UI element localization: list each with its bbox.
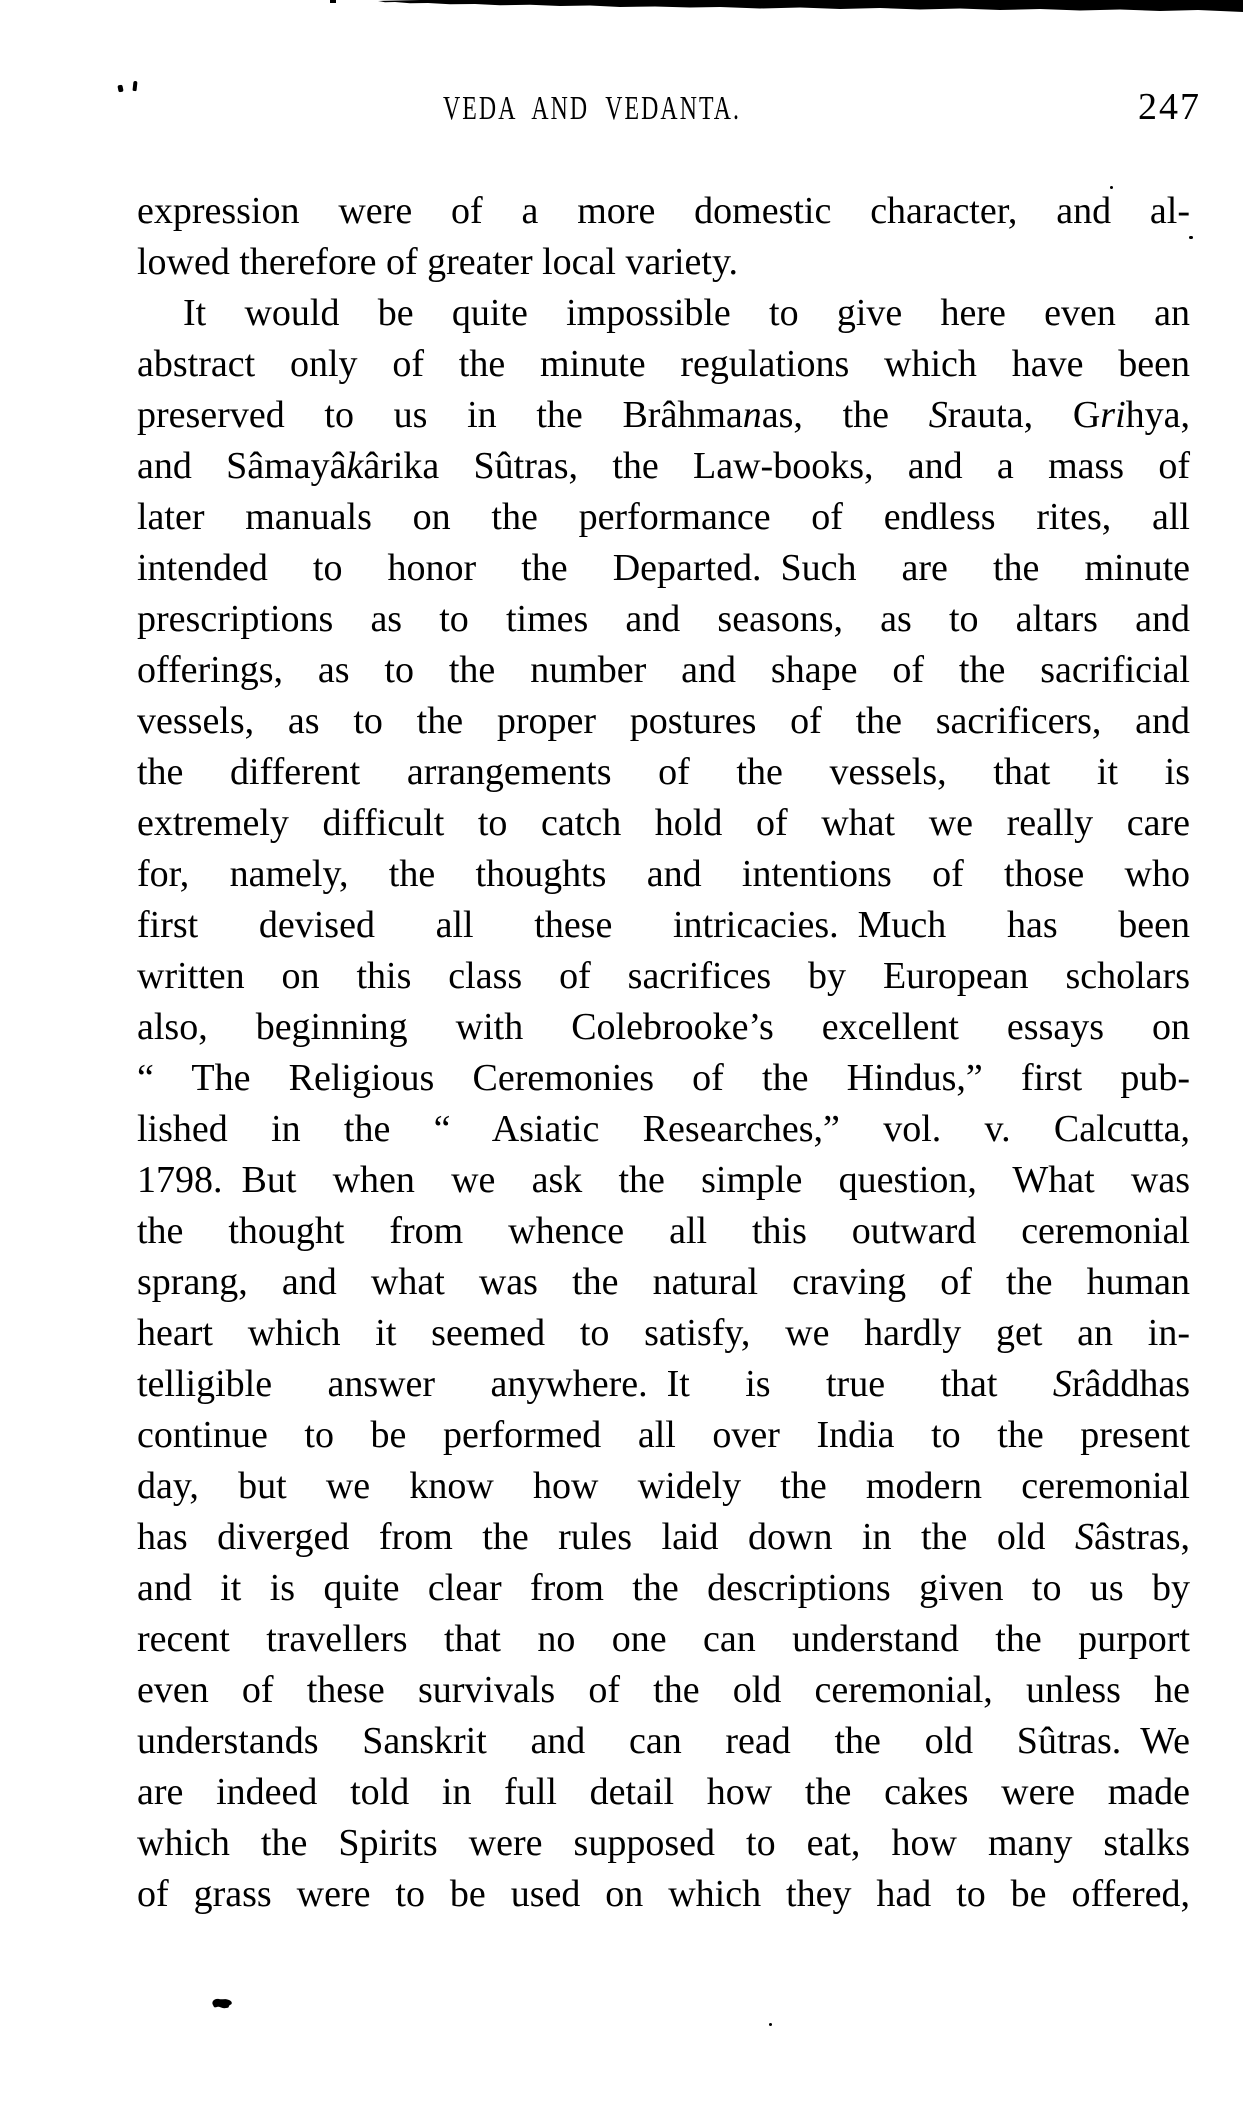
body-text: has diverged from the rules laid down in the old [137,1516,1075,1558]
text-line [137,441,1190,492]
text-line [137,1359,1190,1410]
text-line [137,1767,1190,1818]
text-line [137,1512,1190,1563]
text-line [137,390,1190,441]
body-text: and it is quite clear from the descriptions given to us by [137,1567,1190,1609]
body-text: rauta, G [947,394,1101,436]
body-text: and Sâmayâ [137,445,347,487]
body-text: “ The Religious Ceremonies of the Hindus,” first pub- [137,1057,1190,1099]
text-line [137,1869,1190,1920]
body-text: lished in the “ Asiatic Researches,” vol. v. Calcutta, [137,1108,1190,1150]
body-text: râddhas [1071,1363,1190,1405]
text-line [137,237,1190,288]
ink-blot [210,1996,236,2012]
body-text: continue to be performed all over India to the present [137,1414,1190,1456]
text-line [137,288,1190,339]
text-line [137,1257,1190,1308]
text-line [137,339,1190,390]
scan-speck [769,2023,772,2026]
text-line [137,1002,1190,1053]
body-text: telligible answer anywhere. It is true that [137,1363,1053,1405]
text-line [137,1104,1190,1155]
text-line [137,492,1190,543]
body-text: preserved to us in the Brâhma [137,394,743,436]
body-text: first devised all these intricacies. Much has been [137,904,1190,946]
text-line [137,798,1190,849]
body-text: the different arrangements of the vessels, that it is [137,751,1190,793]
body-text: understands Sanskrit and can read the old Sûtras. We [137,1720,1190,1762]
page-body [137,186,1190,1920]
body-text: prescriptions as to times and seasons, as to altars and [137,598,1190,640]
text-line [137,1716,1190,1767]
text-line [137,1614,1190,1665]
text-line [137,543,1190,594]
body-text: expression were of a more domestic character, and al- [137,190,1190,232]
body-text: sprang, and what was the natural craving of the human [137,1261,1190,1303]
text-line [137,186,1190,237]
body-text: as, the [761,394,929,436]
body-text: intended to honor the Departed. Such are the minute [137,547,1190,589]
body-text: of grass were to be used on which they had to be offered, [137,1873,1190,1915]
body-text: the thought from whence all this outward ceremonial [137,1210,1190,1252]
body-text: ârika Sûtras, the Law-books, and a mass of [363,445,1190,487]
text-line [137,1563,1190,1614]
text-line [137,1155,1190,1206]
text-line [137,1308,1190,1359]
body-text: heart which it seemed to satisfy, we hardly get an in- [137,1312,1190,1354]
italic-transliteration: n [742,394,762,436]
body-text: written on this class of sacrifices by European scholars [137,955,1190,997]
body-text: 1798. But when we ask the simple question, What was [137,1159,1190,1201]
page-number: 247 [1138,86,1201,128]
italic-transliteration: S [1052,1363,1072,1405]
body-text: even of these survivals of the old ceremonial, unless he [137,1669,1190,1711]
text-line [137,696,1190,747]
body-text: recent travellers that no one can understand the purport [137,1618,1190,1660]
body-text: are indeed told in full detail how the cakes were made [137,1771,1190,1813]
italic-transliteration: S [928,394,948,436]
body-text: day, but we know how widely the modern ceremonial [137,1465,1190,1507]
text-line [137,1461,1190,1512]
body-text: It would be quite impossible to give here even an [183,292,1190,334]
body-text: âstras, [1093,1516,1190,1558]
body-text: vessels, as to the proper postures of the sacrificers, and [137,700,1190,742]
italic-transliteration: ri [1100,394,1126,436]
text-line [137,849,1190,900]
body-text: extremely difficult to catch hold of what we really care [137,802,1190,844]
italic-transliteration: S [1074,1516,1094,1558]
text-line [137,1410,1190,1461]
page-title: VEDA AND VEDANTA. [443,90,742,127]
text-line [137,1053,1190,1104]
text-line [137,747,1190,798]
body-text: later manuals on the performance of endless rites, all [137,496,1190,538]
body-text: abstract only of the minute regulations which have been [137,343,1190,385]
text-line [137,1206,1190,1257]
body-text: hya, [1125,394,1191,436]
body-text: for, namely, the thoughts and intentions of those who [137,853,1190,895]
body-text: lowed therefore of greater local variety. [137,241,738,283]
text-line [137,1818,1190,1869]
text-line [137,594,1190,645]
text-line [137,645,1190,696]
running-header [0,0,1243,140]
text-line [137,951,1190,1002]
body-text: also, beginning with Colebrooke’s excellent essays on [137,1006,1190,1048]
body-text: which the Spirits were supposed to eat, how many stalks [137,1822,1190,1864]
text-line [137,900,1190,951]
text-line [137,1665,1190,1716]
italic-transliteration: k [346,445,364,487]
body-text: offerings, as to the number and shape of the sacrificial [137,649,1190,691]
